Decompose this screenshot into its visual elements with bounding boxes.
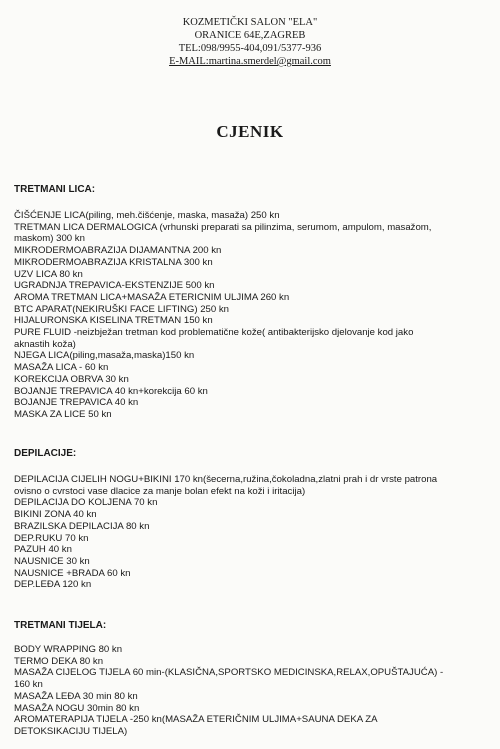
section-heading-depilacije: DEPILACIJE: — [14, 448, 77, 459]
price-line: AROMATERAPIJA TIJELA -250 kn(MASAŽA ETERIČNIM ULJIMA+SAUNA DEKA ZA — [14, 714, 378, 726]
price-line: DEPILACIJA CIJELIH NOGU+BIKINI 170 kn(šecerna,ružina,čokoladna,zlatni prah i dr vrste patrona — [14, 474, 438, 485]
price-line: UZV LICA 80 kn — [14, 268, 83, 280]
price-line: NJEGA LICA(piling,masaža,maska)150 kn — [14, 350, 195, 362]
price-line: 160 kn — [14, 679, 43, 691]
price-line: NAUSNICE +BRADA 60 kn — [14, 567, 131, 579]
price-line: MASKA ZA LICE 50 kn — [14, 408, 112, 420]
price-line: NAUSNICE 30 kn — [14, 555, 90, 567]
price-line: MIKRODERMOABRAZIJA DIJAMANTNA 200 kn — [14, 245, 222, 257]
price-line: MASAŽA NOGU 30min 80 kn — [14, 702, 140, 714]
price-line: AROMA TRETMAN LICA+MASAŽA ETERICNIM ULJIMA 260 kn — [14, 291, 290, 303]
price-line: PURE FLUID -neizbježan tretman kod problematične kože( antibakterijsko djelovanje kod jako — [14, 327, 414, 339]
price-line: DEP.RUKU 70 kn — [14, 532, 89, 544]
price-line: BODY WRAPPING 80 kn — [14, 644, 123, 655]
page-title: CJENIK — [216, 122, 284, 141]
price-line: BOJANJE TREPAVICA 40 kn+korekcija 60 kn — [14, 385, 208, 397]
price-line: MASAŽA CIJELOG TIJELA 60 min-(KLASIČNA,SPORTSKO MEDICINSKA,RELAX,OPUŠTAJUĆA) - — [14, 667, 444, 679]
price-line: BIKINI ZONA 40 kn — [14, 509, 97, 521]
price-line: ČIŠĆENJE LICA(piling, meh.čišćenje, maska, masaža) 250 kn — [14, 210, 280, 221]
section-list-lica — [14, 210, 494, 421]
price-line: MIKRODERMOABRAZIJA KRISTALNA 300 kn — [14, 256, 213, 268]
price-line: MASAŽA LEĐA 30 min 80 kn — [14, 690, 138, 702]
price-line: PAZUH 40 kn — [14, 544, 72, 556]
price-line: BTC APARAT(NEKIRUŠKI FACE LIFTING) 250 kn — [14, 303, 230, 315]
price-line: BOJANJE TREPAVICA 40 kn — [14, 397, 139, 409]
section-list-tijela — [14, 644, 494, 738]
price-line: aknastih koža) — [14, 338, 76, 350]
price-line: maskom) 300 kn — [14, 233, 85, 245]
salon-email: E-MAIL:martina.smerdel@gmail.com — [169, 56, 331, 67]
salon-name: KOZMETIČKI SALON "ELA" — [182, 17, 318, 28]
salon-address: ORANICE 64E,ZAGREB — [194, 30, 306, 41]
price-line: ovisno o cvrstoci vase dlacice za manje bolan efekt na koži i iritacija) — [14, 485, 306, 497]
price-line: MASAŽA LICA - 60 kn — [14, 362, 109, 374]
price-line: DEP.LEĐA 120 kn — [14, 579, 92, 591]
salon-header — [0, 16, 500, 68]
price-line: UGRADNJA TREPAVICA-EKSTENZIJE 500 kn — [14, 280, 215, 292]
section-heading-lica: TRETMANI LICA: — [14, 184, 96, 195]
section-heading-tijela: TRETMANI TIJELA: — [14, 620, 107, 631]
price-line: TERMO DEKA 80 kn — [14, 655, 104, 667]
price-line: HIJALURONSKA KISELINA TRETMAN 150 kn — [14, 315, 213, 327]
price-line: BRAZILSKA DEPILACIJA 80 kn — [14, 520, 150, 532]
price-line: KOREKCIJA OBRVA 30 kn — [14, 373, 129, 385]
price-line: TRETMAN LICA DERMALOGICA (vrhunski preparati sa pilinzima, serumom, ampulom, masažom, — [14, 221, 432, 233]
price-line: DEPILACIJA DO KOLJENA 70 kn — [14, 497, 158, 509]
salon-phone: TEL:098/9955-404,091/5377-936 — [178, 43, 322, 54]
section-list-depilacije — [14, 474, 494, 591]
price-line: DETOKSIKACIJU TIJELA) — [14, 725, 128, 737]
